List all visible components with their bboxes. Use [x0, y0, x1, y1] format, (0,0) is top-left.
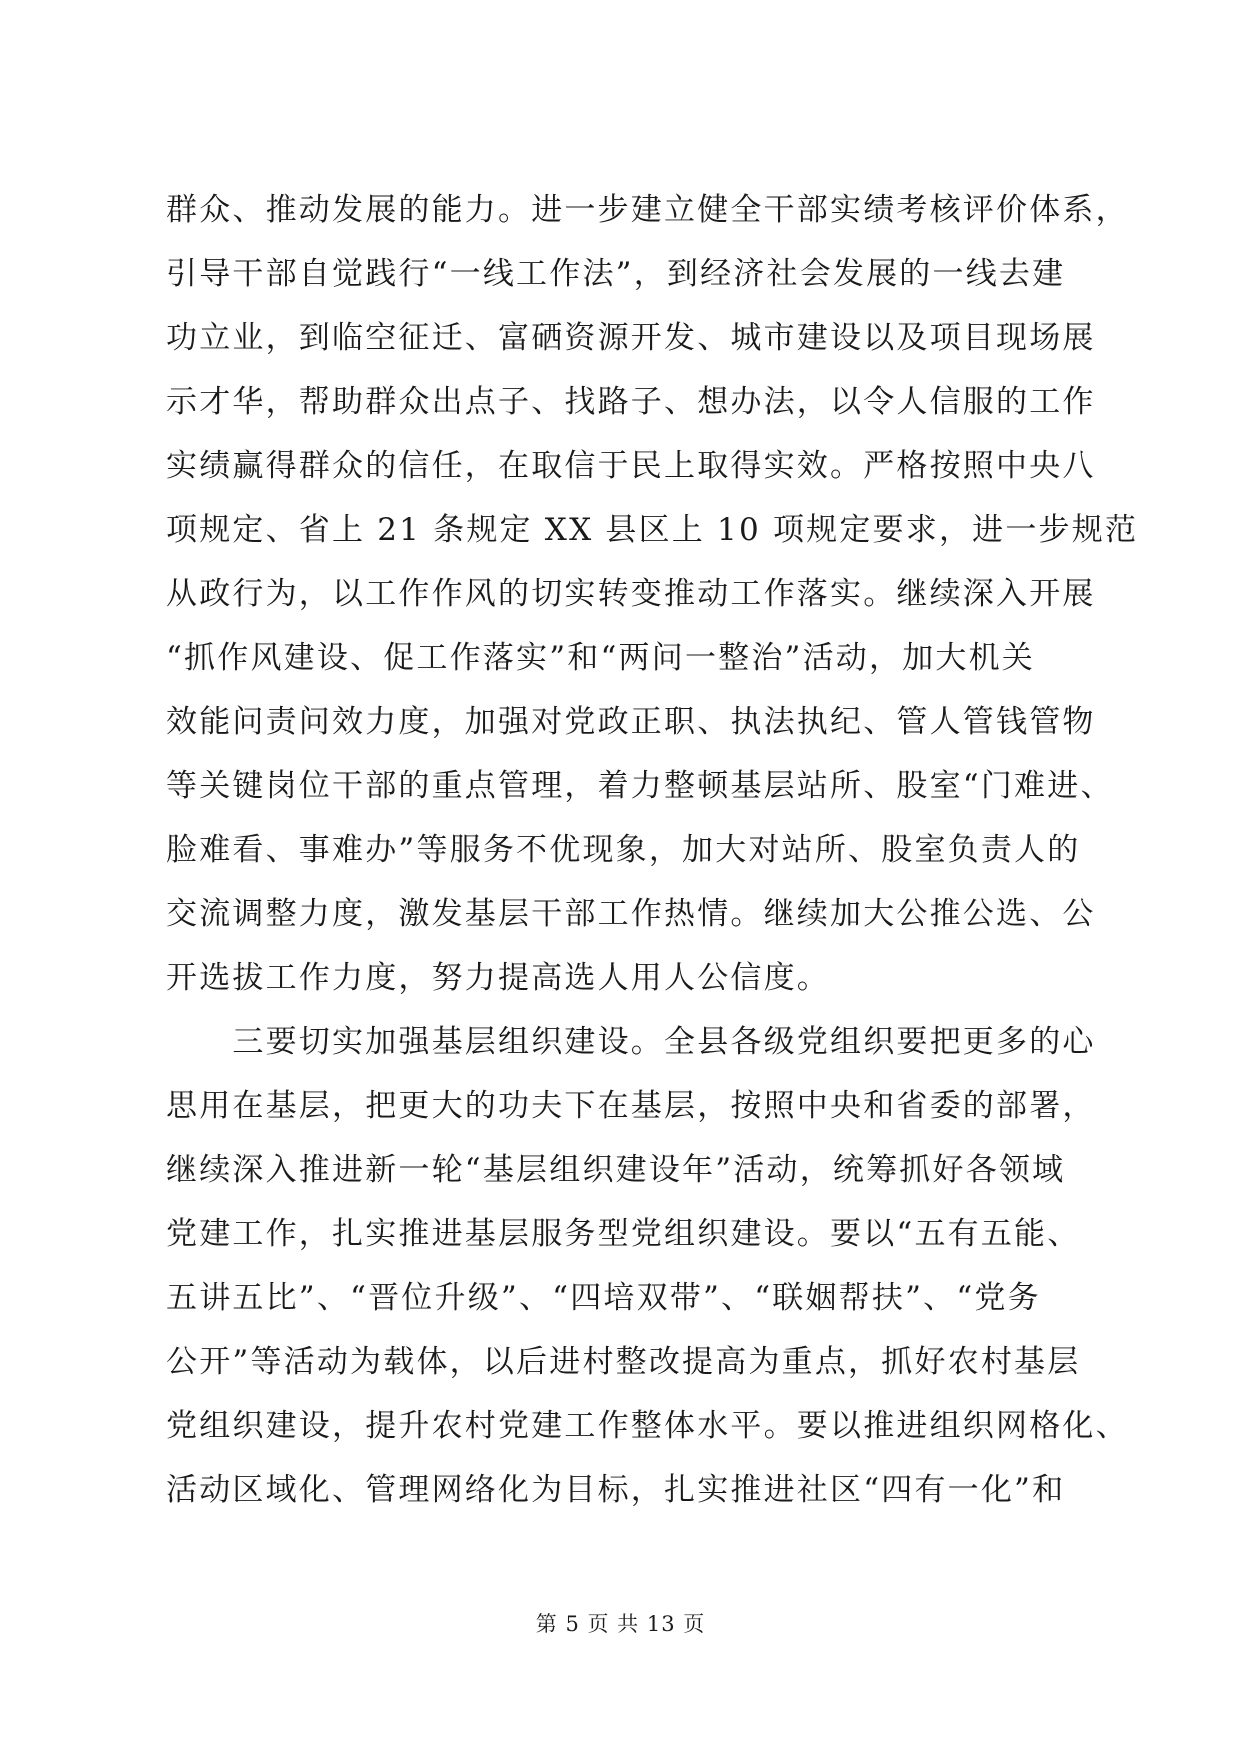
text-line: 效能问责问效力度，加强对党政正职、执法执纪、管人管钱管物: [166, 704, 1096, 740]
text-line: 等关键岗位干部的重点管理，着力整顿基层站所、股室“门难进、: [166, 768, 1114, 804]
text-line: 党组织建设，提升农村党建工作整体水平。要以推进组织网格化、: [166, 1408, 1129, 1444]
text-line: 五讲五比”、“晋位升级”、“四培双带”、“联姻帮扶”、“党务: [166, 1280, 1041, 1316]
text-line: 脸难看、事难办”等服务不优现象，加大对站所、股室负责人的: [166, 832, 1081, 868]
paragraph-start-line: 三要切实加强基层组织建设。全县各级党组织要把更多的心: [166, 1024, 1096, 1060]
text-line: “抓作风建设、促工作落实”和“两问一整治”活动，加大机关: [166, 640, 1035, 676]
text-line: 项规定、省上 21 条规定 XX 县区上 10 项规定要求，进一步规范: [166, 512, 1139, 548]
text-line: 群众、推动发展的能力。进一步建立健全干部实绩考核评价体系，: [166, 192, 1129, 228]
body-text: [166, 178, 1139, 1522]
text-line: 党建工作，扎实推进基层服务型党组织建设。要以“五有五能、: [166, 1216, 1081, 1252]
text-line: 交流调整力度，激发基层干部工作热情。继续加大公推公选、公: [166, 896, 1096, 932]
text-line: 引导干部自觉践行“一线工作法”，到经济社会发展的一线去建: [166, 256, 1066, 292]
text-line: 思用在基层，把更大的功夫下在基层，按照中央和省委的部署，: [166, 1088, 1096, 1124]
text-line: 开选拔工作力度，努力提高选人用人公信度。: [166, 960, 830, 996]
text-line: 公开”等活动为载体，以后进村整改提高为重点，抓好农村基层: [166, 1344, 1081, 1380]
text-line: 功立业，到临空征迁、富硒资源开发、城市建设以及项目现场展: [166, 320, 1096, 356]
text-line: 活动区域化、管理网络化为目标，扎实推进社区“四有一化”和: [166, 1472, 1066, 1508]
text-line: 从政行为，以工作作风的切实转变推动工作落实。继续深入开展: [166, 576, 1096, 612]
text-line: 实绩赢得群众的信任，在取信于民上取得实效。严格按照中央八: [166, 448, 1096, 484]
page-number-footer: 第 5 页 共 13 页: [535, 1612, 706, 1636]
text-line: 示才华，帮助群众出点子、找路子、想办法，以令人信服的工作: [166, 384, 1096, 420]
text-line: 继续深入推进新一轮“基层组织建设年”活动，统筹抓好各领域: [166, 1152, 1066, 1188]
